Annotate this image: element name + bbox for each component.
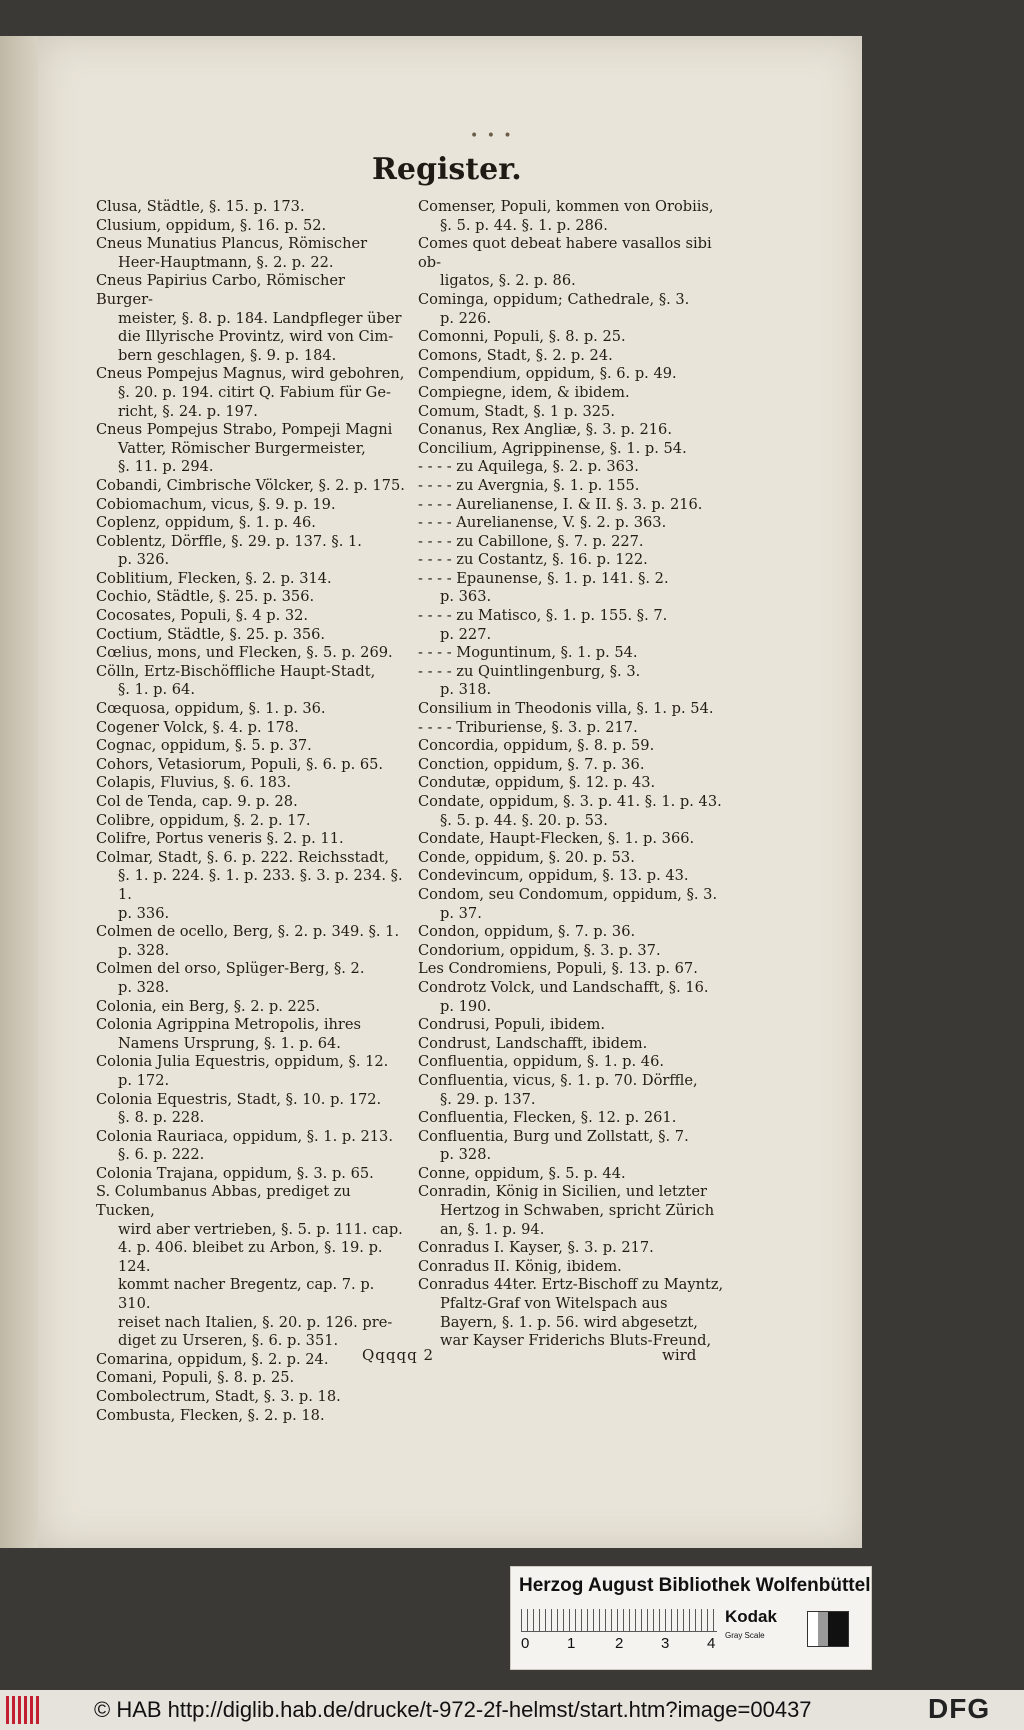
scale-number: 2 — [615, 1635, 624, 1652]
entry-text: Colonia Agrippina Metropolis, ihres — [96, 1016, 362, 1034]
entry-continuation: Pfaltz-Graf von Witelspach aus — [440, 1295, 668, 1313]
register-entry — [418, 1276, 736, 1350]
register-entry — [96, 1053, 406, 1090]
catchword: wird — [662, 1346, 697, 1364]
register-entry — [96, 719, 406, 738]
entry-continuation: Hertzog in Schwaben, spricht Zürich — [440, 1202, 715, 1220]
entry-continuation: p. 328. — [118, 978, 170, 996]
register-entry — [418, 440, 736, 459]
register-entry — [418, 849, 736, 868]
entry-text: Compendium, oppidum, §. 6. p. 49. — [418, 365, 677, 383]
entry-continuation: §. 20. p. 194. citirt Q. Fabium für Ge- — [118, 383, 391, 401]
entry-text: Confluentia, Burg und Zollstatt, §. 7. — [418, 1127, 689, 1145]
register-right-column — [418, 198, 736, 1351]
entry-continuation: p. 328. — [118, 941, 170, 959]
entry-text: Confluentia, Flecken, §. 12. p. 261. — [418, 1109, 677, 1127]
entry-continuation: §. 1. p. 64. — [118, 681, 195, 699]
register-entry — [418, 923, 736, 942]
register-entry — [418, 421, 736, 440]
entry-text: Cölln, Ertz-Bischöffliche Haupt-Stadt, — [96, 662, 376, 680]
register-entry — [418, 1016, 736, 1035]
register-entry — [418, 1128, 736, 1165]
entry-text: Colonia Julia Equestris, oppidum, §. 12. — [96, 1053, 389, 1071]
register-entry — [418, 830, 736, 849]
entry-text: - - - - Aurelianense, I. & II. §. 3. p. 216. — [418, 495, 703, 513]
entry-text: Coblentz, Dörffle, §. 29. p. 137. §. 1. — [96, 532, 362, 550]
register-entry — [96, 700, 406, 719]
entry-text: Conradus I. Kayser, §. 3. p. 217. — [418, 1239, 654, 1257]
entry-continuation: reiset nach Italien, §. 20. p. 126. pre- — [118, 1313, 393, 1331]
entry-continuation: p. 318. — [440, 681, 492, 699]
entry-continuation: meister, §. 8. p. 184. Landpfleger über — [118, 309, 402, 327]
entry-continuation: bern geschlagen, §. 9. p. 184. — [118, 346, 337, 364]
entry-text: Condate, Haupt-Flecken, §. 1. p. 366. — [418, 830, 695, 848]
entry-text: Cœlius, mons, und Flecken, §. 5. p. 269. — [96, 644, 393, 662]
register-entry — [96, 1128, 406, 1165]
register-entry — [418, 551, 736, 570]
register-entry — [418, 644, 736, 663]
register-entry — [418, 1165, 736, 1184]
entry-continuation: war Kayser Friderichs Bluts-Freund, — [440, 1332, 712, 1350]
entry-text: Les Condromiens, Populi, §. 13. p. 67. — [418, 960, 698, 978]
entry-text: Condate, oppidum, §. 3. p. 41. §. 1. p. 43. — [418, 793, 722, 810]
register-entry — [96, 793, 406, 812]
register-entry — [418, 291, 736, 328]
entry-text: Confluentia, oppidum, §. 1. p. 46. — [418, 1053, 664, 1071]
register-entry — [418, 514, 736, 533]
entry-text: Confluentia, vicus, §. 1. p. 70. Dörffle, — [418, 1071, 698, 1089]
entry-text: Comons, Stadt, §. 2. p. 24. — [418, 346, 613, 364]
register-entry — [418, 700, 736, 719]
entry-continuation: Heer-Hauptmann, §. 2. p. 22. — [118, 253, 334, 271]
register-entry — [96, 849, 406, 923]
register-entry — [96, 644, 406, 663]
entry-text: Cobiomachum, vicus, §. 9. p. 19. — [96, 495, 336, 513]
footer-bar — [0, 1690, 1024, 1730]
register-entry — [96, 570, 406, 589]
entry-text: Comarina, oppidum, §. 2. p. 24. — [96, 1350, 329, 1368]
entry-text: Conanus, Rex Angliæ, §. 3. p. 216. — [418, 421, 672, 439]
register-left-column — [96, 198, 406, 1425]
entry-text: Conradin, König in Sicilien, und letzter — [418, 1183, 708, 1201]
entry-text: Conction, oppidum, §. 7. p. 36. — [418, 755, 645, 773]
register-entry — [418, 1072, 736, 1109]
register-entry — [96, 1407, 406, 1426]
entry-continuation: Namens Ursprung, §. 1. p. 64. — [118, 1034, 341, 1052]
register-entry — [96, 774, 406, 793]
register-entry — [96, 1388, 406, 1407]
entry-text: Cneus Pompejus Magnus, wird gebohren, — [96, 365, 405, 383]
register-entry — [418, 942, 736, 961]
register-entry — [96, 514, 406, 533]
register-entry — [96, 198, 406, 217]
register-entry — [418, 533, 736, 552]
entry-text: Colonia Rauriaca, oppidum, §. 1. p. 213. — [96, 1127, 393, 1145]
entry-text: Colonia Equestris, Stadt, §. 10. p. 172. — [96, 1090, 382, 1108]
entry-continuation: §. 5. p. 44. §. 20. p. 53. — [440, 811, 608, 829]
register-entry — [418, 756, 736, 775]
register-entry — [96, 756, 406, 775]
register-entry — [96, 235, 406, 272]
entry-text: Condutæ, oppidum, §. 12. p. 43. — [418, 774, 656, 792]
entry-text: Condrotz Volck, und Landschafft, §. 16. — [418, 978, 709, 996]
entry-text: Colapis, Fluvius, §. 6. 183. — [96, 774, 291, 792]
entry-text: Conradus 44ter. Ertz-Bischoff zu Mayntz, — [418, 1276, 724, 1294]
register-entry — [96, 998, 406, 1017]
entry-text: - - - - zu Quintlingenburg, §. 3. — [418, 662, 641, 680]
entry-continuation: p. 326. — [118, 551, 170, 569]
entry-text: Comum, Stadt, §. 1 p. 325. — [418, 402, 615, 420]
gray-scale-swatch — [807, 1611, 849, 1647]
entry-continuation: p. 227. — [440, 625, 492, 643]
entry-text: Concordia, oppidum, §. 8. p. 59. — [418, 737, 655, 755]
page-gutter — [0, 36, 38, 1548]
entry-continuation: diget zu Urseren, §. 6. p. 351. — [118, 1332, 339, 1350]
register-entry — [418, 719, 736, 738]
register-entry — [418, 737, 736, 756]
entry-text: S. Columbanus Abbas, prediget zu Tucken, — [96, 1183, 351, 1220]
register-entry — [96, 1369, 406, 1388]
entry-text: Combolectrum, Stadt, §. 3. p. 18. — [96, 1388, 341, 1405]
register-entry — [96, 607, 406, 626]
entry-text: Comani, Populi, §. 8. p. 25. — [96, 1369, 295, 1387]
register-entry — [96, 272, 406, 365]
register-entry — [418, 979, 736, 1016]
dfg-logo: DFG — [928, 1693, 991, 1724]
register-entry — [418, 235, 736, 291]
signature-mark: Qqqqq 2 — [362, 1346, 435, 1364]
entry-text: Combusta, Flecken, §. 2. p. 18. — [96, 1406, 325, 1424]
entry-continuation: ligatos, §. 2. p. 86. — [440, 272, 576, 290]
library-name: Herzog August Bibliothek Wolfenbüttel — [519, 1575, 871, 1596]
register-entry — [418, 570, 736, 607]
entry-continuation: p. 328. — [440, 1146, 492, 1164]
entry-text: Concilium, Agrippinense, §. 1. p. 54. — [418, 439, 687, 457]
entry-text: Col de Tenda, cap. 9. p. 28. — [96, 793, 298, 810]
entry-text: - - - - zu Cabillone, §. 7. p. 227. — [418, 532, 644, 550]
entry-continuation: kommt nacher Bregentz, cap. 7. p. 310. — [118, 1276, 375, 1313]
entry-text: Colonia Trajana, oppidum, §. 3. p. 65. — [96, 1164, 374, 1182]
register-entry — [96, 830, 406, 849]
register-entry — [96, 626, 406, 645]
footer-url[interactable]: © HAB http://diglib.hab.de/drucke/t-972-2f-helmst/start.htm?image=00437 — [94, 1697, 812, 1722]
entry-text: Condorium, oppidum, §. 3. p. 37. — [418, 941, 661, 959]
entry-text: Cominga, oppidum; Cathedrale, §. 3. — [418, 290, 690, 308]
entry-text: Comonni, Populi, §. 8. p. 25. — [418, 328, 626, 346]
register-entry — [418, 477, 736, 496]
register-entry — [418, 1109, 736, 1128]
entry-text: Cobandi, Cimbrische Völcker, §. 2. p. 175. — [96, 476, 405, 494]
entry-text: Colibre, oppidum, §. 2. p. 17. — [96, 811, 311, 829]
register-entry — [418, 1258, 736, 1277]
register-entry — [96, 960, 406, 997]
register-entry — [418, 1035, 736, 1054]
entry-continuation: p. 190. — [440, 997, 492, 1015]
entry-continuation: Bayern, §. 1. p. 56. wird abgesetzt, — [440, 1313, 698, 1331]
entry-text: Cœquosa, oppidum, §. 1. p. 36. — [96, 700, 326, 718]
entry-continuation: p. 172. — [118, 1071, 170, 1089]
register-entry — [418, 365, 736, 384]
register-entry — [96, 1351, 406, 1370]
register-entry — [418, 1053, 736, 1072]
scale-ruler — [521, 1609, 717, 1632]
entry-text: Cognac, oppidum, §. 5. p. 37. — [96, 737, 312, 755]
entry-text: Clusium, oppidum, §. 16. p. 52. — [96, 216, 327, 234]
register-entry — [96, 923, 406, 960]
register-entry — [96, 588, 406, 607]
register-entry — [96, 533, 406, 570]
entry-continuation: p. 226. — [440, 309, 492, 327]
kodak-logo: Kodak — [725, 1607, 777, 1626]
entry-text: - - - - Triburiense, §. 3. p. 217. — [418, 718, 638, 736]
register-entry — [418, 793, 736, 830]
entry-continuation: p. 37. — [440, 904, 482, 922]
entry-continuation: §. 5. p. 44. §. 1. p. 286. — [440, 216, 608, 234]
entry-continuation: die Illyrische Provintz, wird von Cim- — [118, 328, 394, 346]
entry-continuation: 4. p. 406. bleibet zu Arbon, §. 19. p. 124. — [118, 1239, 383, 1275]
ornament: • • • — [470, 128, 514, 144]
entry-text: Cochio, Städtle, §. 25. p. 356. — [96, 588, 315, 606]
entry-text: Cogener Volck, §. 4. p. 178. — [96, 718, 299, 736]
entry-continuation: §. 8. p. 228. — [118, 1109, 205, 1127]
entry-text: Cneus Papirius Carbo, Römischer Burger- — [96, 272, 345, 308]
entry-text: Condon, oppidum, §. 7. p. 36. — [418, 923, 636, 941]
register-entry — [96, 365, 406, 421]
register-entry — [418, 886, 736, 923]
entry-text: - - - - zu Aquilega, §. 2. p. 363. — [418, 458, 639, 476]
scale-number: 1 — [567, 1635, 576, 1652]
entry-continuation: wird aber vertrieben, §. 5. p. 111. cap. — [118, 1220, 403, 1238]
entry-continuation: §. 1. p. 224. §. 1. p. 233. §. 3. p. 234. §. 1. — [118, 867, 403, 903]
entry-text: Conradus II. König, ibidem. — [418, 1257, 622, 1275]
register-entry — [418, 347, 736, 366]
page-title: Register. — [372, 152, 522, 187]
register-entry — [418, 774, 736, 793]
entry-text: Condrusi, Populi, ibidem. — [418, 1016, 606, 1034]
entry-text: Coblitium, Flecken, §. 2. p. 314. — [96, 569, 332, 587]
register-entry — [418, 1183, 736, 1239]
entry-text: - - - - zu Costantz, §. 16. p. 122. — [418, 551, 648, 569]
scale-number: 0 — [521, 1635, 530, 1652]
register-entry — [96, 1183, 406, 1350]
entry-text: Comenser, Populi, kommen von Orobiis, — [418, 198, 714, 215]
entry-text: - - - - Epaunense, §. 1. p. 141. §. 2. — [418, 569, 669, 587]
register-entry — [418, 607, 736, 644]
entry-text: Cohors, Vetasiorum, Populi, §. 6. p. 65. — [96, 755, 384, 773]
register-entry — [96, 1165, 406, 1184]
entry-continuation: §. 11. p. 294. — [118, 458, 214, 476]
entry-continuation: an, §. 1. p. 94. — [440, 1220, 545, 1238]
entry-continuation: §. 29. p. 137. — [440, 1090, 536, 1108]
register-entry — [418, 403, 736, 422]
entry-text: Condom, seu Condomum, oppidum, §. 3. — [418, 885, 718, 903]
entry-text: Colmar, Stadt, §. 6. p. 222. Reichsstadt, — [96, 848, 390, 866]
register-entry — [418, 328, 736, 347]
register-entry — [96, 1091, 406, 1128]
register-entry — [418, 198, 736, 235]
entry-text: Colifre, Portus veneris §. 2. p. 11. — [96, 830, 344, 848]
gray-scale-label: Gray Scale — [725, 1631, 765, 1640]
entry-text: Compiegne, idem, & ibidem. — [418, 383, 630, 401]
entry-continuation: p. 363. — [440, 588, 492, 606]
register-entry — [96, 217, 406, 236]
entry-continuation: p. 336. — [118, 904, 170, 922]
library-color-target — [510, 1566, 872, 1670]
register-entry — [96, 496, 406, 515]
entry-text: - - - - Aurelianense, V. §. 2. p. 363. — [418, 514, 667, 532]
entry-text: Colonia, ein Berg, §. 2. p. 225. — [96, 997, 321, 1015]
register-entry — [418, 1239, 736, 1258]
entry-text: Cocosates, Populi, §. 4 p. 32. — [96, 607, 309, 625]
entry-text: Coctium, Städtle, §. 25. p. 356. — [96, 625, 326, 643]
entry-text: - - - - Moguntinum, §. 1. p. 54. — [418, 644, 638, 662]
hab-logo-icon — [6, 1696, 40, 1724]
entry-text: Colmen del orso, Splüger-Berg, §. 2. — [96, 960, 365, 978]
register-entry — [96, 812, 406, 831]
register-entry — [418, 384, 736, 403]
entry-text: Conne, oppidum, §. 5. p. 44. — [418, 1164, 626, 1182]
entry-text: - - - - zu Matisco, §. 1. p. 155. §. 7. — [418, 607, 668, 625]
entry-text: Coplenz, oppidum, §. 1. p. 46. — [96, 514, 316, 532]
register-entry — [96, 663, 406, 700]
entry-text: Clusa, Städtle, §. 15. p. 173. — [96, 198, 305, 215]
entry-continuation: §. 6. p. 222. — [118, 1146, 205, 1164]
register-entry — [418, 458, 736, 477]
entry-continuation: richt, §. 24. p. 197. — [118, 402, 258, 420]
register-entry — [418, 960, 736, 979]
register-entry — [96, 1016, 406, 1053]
entry-text: Cneus Pompejus Strabo, Pompeji Magni — [96, 421, 393, 439]
register-entry — [418, 867, 736, 886]
entry-text: Cneus Munatius Plancus, Römischer — [96, 235, 368, 253]
entry-text: Condevincum, oppidum, §. 13. p. 43. — [418, 867, 689, 885]
entry-text: Colmen de ocello, Berg, §. 2. p. 349. §. 1. — [96, 923, 400, 941]
entry-text: - - - - zu Avergnia, §. 1. p. 155. — [418, 476, 640, 494]
register-entry — [96, 737, 406, 756]
entry-text: Condrust, Landschafft, ibidem. — [418, 1034, 648, 1052]
scale-number: 4 — [707, 1635, 716, 1652]
scale-number: 3 — [661, 1635, 670, 1652]
entry-text: Consilium in Theodonis villa, §. 1. p. 54. — [418, 700, 714, 718]
entry-continuation: Vatter, Römischer Burgermeister, — [118, 439, 366, 457]
register-entry — [96, 477, 406, 496]
entry-text: Comes quot debeat habere vasallos sibi ob- — [418, 235, 712, 271]
register-entry — [418, 496, 736, 515]
register-entry — [418, 663, 736, 700]
entry-text: Conde, oppidum, §. 20. p. 53. — [418, 848, 635, 866]
register-entry — [96, 421, 406, 477]
